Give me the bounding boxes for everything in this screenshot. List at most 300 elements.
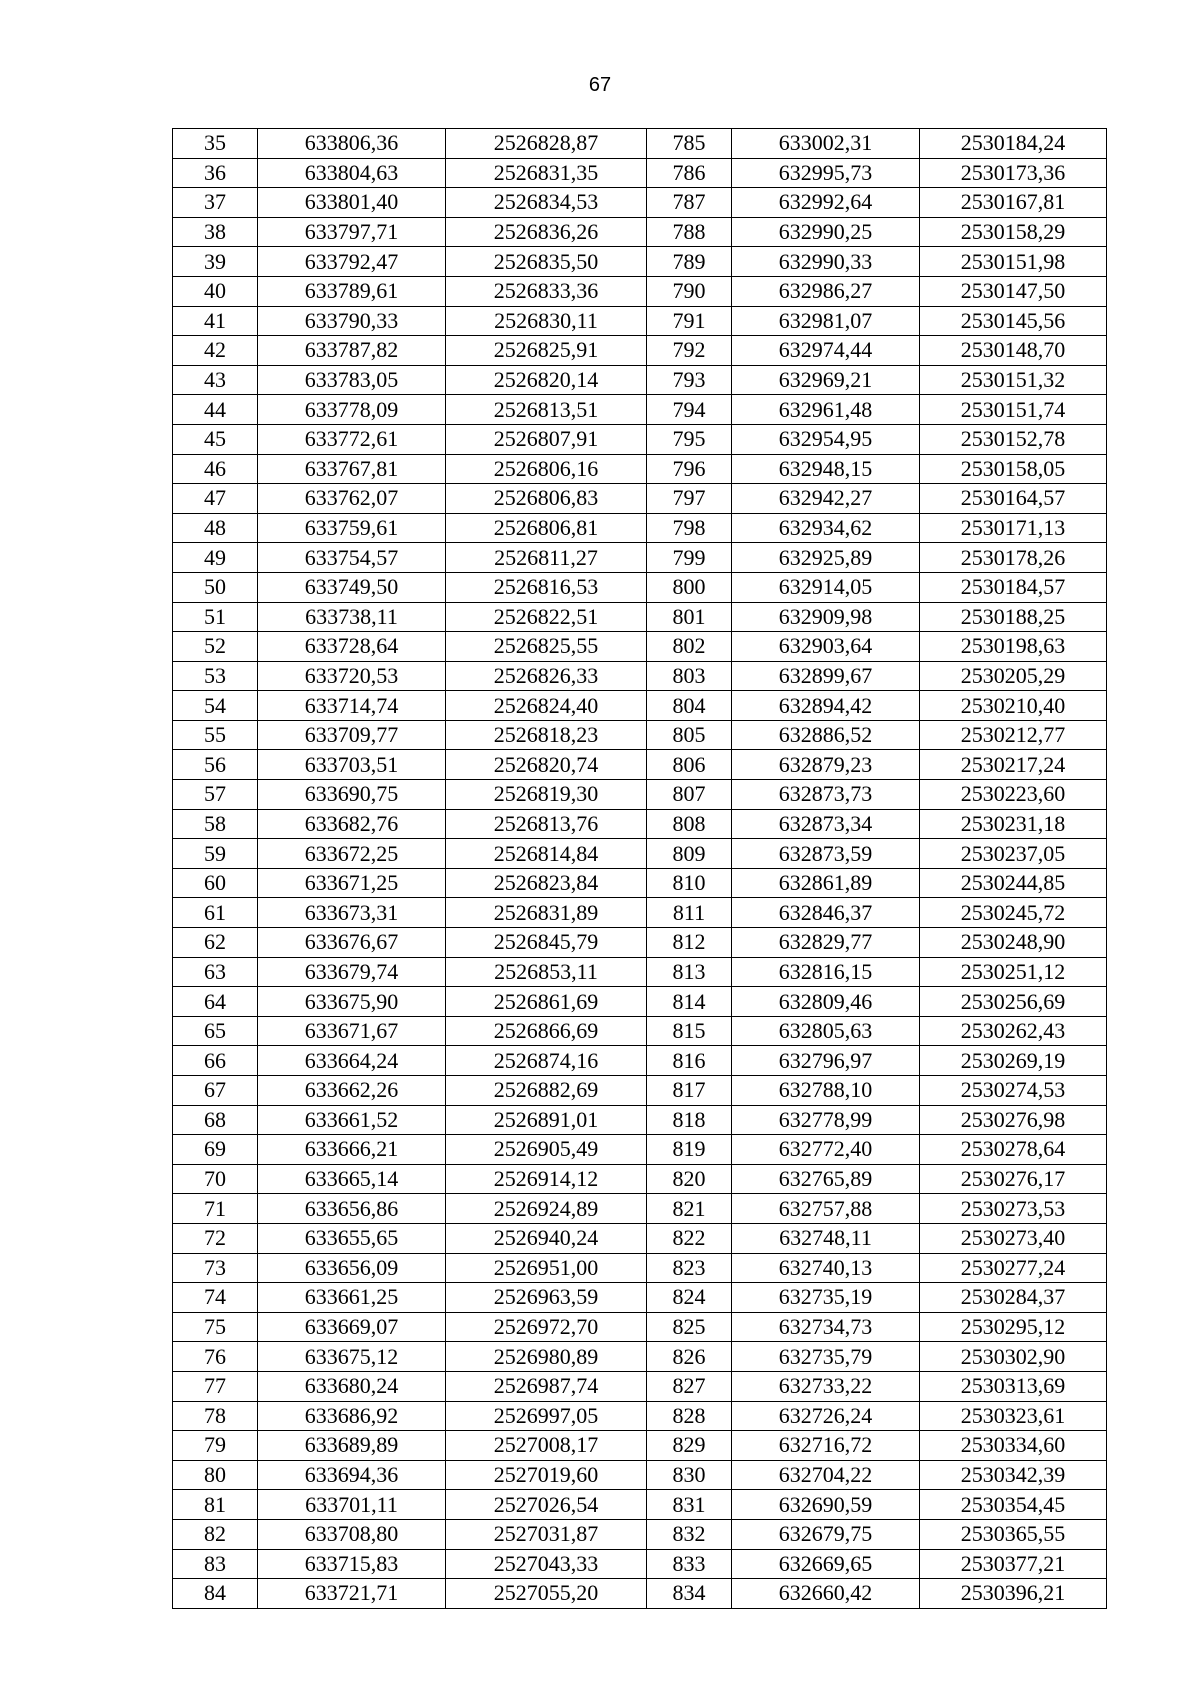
x-coordinate-left-cell: 633690,75 xyxy=(258,780,446,810)
point-number-left-cell: 81 xyxy=(173,1490,258,1520)
table-row xyxy=(173,484,1107,514)
x-coordinate-left-cell: 633721,71 xyxy=(258,1579,446,1609)
table-row xyxy=(173,1490,1107,1520)
point-number-right-cell: 795 xyxy=(647,424,732,454)
x-coordinate-left-cell: 633655,65 xyxy=(258,1223,446,1253)
point-number-right-cell: 794 xyxy=(647,395,732,425)
point-number-left-cell: 67 xyxy=(173,1076,258,1106)
point-number-right-cell: 825 xyxy=(647,1312,732,1342)
table-row xyxy=(173,1135,1107,1165)
y-coordinate-left-cell: 2526861,69 xyxy=(446,987,647,1017)
x-coordinate-right-cell: 632765,89 xyxy=(732,1164,920,1194)
table-row xyxy=(173,839,1107,869)
point-number-right-cell: 826 xyxy=(647,1342,732,1372)
point-number-right-cell: 799 xyxy=(647,543,732,573)
y-coordinate-left-cell: 2527043,33 xyxy=(446,1549,647,1579)
x-coordinate-right-cell: 632716,72 xyxy=(732,1431,920,1461)
point-number-left-cell: 40 xyxy=(173,276,258,306)
point-number-left-cell: 56 xyxy=(173,750,258,780)
x-coordinate-left-cell: 633728,64 xyxy=(258,632,446,662)
x-coordinate-left-cell: 633680,24 xyxy=(258,1371,446,1401)
table-row xyxy=(173,276,1107,306)
y-coordinate-right-cell: 2530273,40 xyxy=(920,1223,1107,1253)
x-coordinate-left-cell: 633682,76 xyxy=(258,809,446,839)
table-row xyxy=(173,1076,1107,1106)
y-coordinate-right-cell: 2530217,24 xyxy=(920,750,1107,780)
y-coordinate-left-cell: 2526940,24 xyxy=(446,1223,647,1253)
x-coordinate-left-cell: 633669,07 xyxy=(258,1312,446,1342)
point-number-left-cell: 35 xyxy=(173,129,258,159)
y-coordinate-left-cell: 2527008,17 xyxy=(446,1431,647,1461)
y-coordinate-right-cell: 2530152,78 xyxy=(920,424,1107,454)
point-number-right-cell: 831 xyxy=(647,1490,732,1520)
y-coordinate-left-cell: 2526813,76 xyxy=(446,809,647,839)
point-number-left-cell: 65 xyxy=(173,1016,258,1046)
point-number-right-cell: 804 xyxy=(647,691,732,721)
point-number-right-cell: 818 xyxy=(647,1105,732,1135)
table-row xyxy=(173,1046,1107,1076)
table-row xyxy=(173,1431,1107,1461)
x-coordinate-right-cell: 632809,46 xyxy=(732,987,920,1017)
point-number-right-cell: 786 xyxy=(647,158,732,188)
point-number-left-cell: 41 xyxy=(173,306,258,336)
x-coordinate-right-cell: 632961,48 xyxy=(732,395,920,425)
table-row xyxy=(173,306,1107,336)
point-number-right-cell: 827 xyxy=(647,1371,732,1401)
point-number-right-cell: 813 xyxy=(647,957,732,987)
point-number-right-cell: 811 xyxy=(647,898,732,928)
point-number-right-cell: 821 xyxy=(647,1194,732,1224)
x-coordinate-right-cell: 632986,27 xyxy=(732,276,920,306)
x-coordinate-left-cell: 633715,83 xyxy=(258,1549,446,1579)
point-number-right-cell: 833 xyxy=(647,1549,732,1579)
x-coordinate-left-cell: 633666,21 xyxy=(258,1135,446,1165)
point-number-left-cell: 55 xyxy=(173,720,258,750)
x-coordinate-right-cell: 632861,89 xyxy=(732,868,920,898)
y-coordinate-left-cell: 2526882,69 xyxy=(446,1076,647,1106)
page-number: 67 xyxy=(588,74,612,96)
x-coordinate-left-cell: 633790,33 xyxy=(258,306,446,336)
y-coordinate-right-cell: 2530158,29 xyxy=(920,217,1107,247)
x-coordinate-right-cell: 632995,73 xyxy=(732,158,920,188)
table-row xyxy=(173,750,1107,780)
x-coordinate-left-cell: 633679,74 xyxy=(258,957,446,987)
table-row xyxy=(173,1519,1107,1549)
x-coordinate-right-cell: 632990,33 xyxy=(732,247,920,277)
y-coordinate-right-cell: 2530251,12 xyxy=(920,957,1107,987)
table-row xyxy=(173,395,1107,425)
table-row xyxy=(173,1016,1107,1046)
x-coordinate-right-cell: 632788,10 xyxy=(732,1076,920,1106)
table-row xyxy=(173,987,1107,1017)
point-number-right-cell: 800 xyxy=(647,572,732,602)
point-number-left-cell: 64 xyxy=(173,987,258,1017)
point-number-left-cell: 78 xyxy=(173,1401,258,1431)
x-coordinate-right-cell: 632735,79 xyxy=(732,1342,920,1372)
x-coordinate-left-cell: 633676,67 xyxy=(258,928,446,958)
y-coordinate-left-cell: 2526819,30 xyxy=(446,780,647,810)
x-coordinate-left-cell: 633804,63 xyxy=(258,158,446,188)
point-number-right-cell: 807 xyxy=(647,780,732,810)
table-row xyxy=(173,1283,1107,1313)
x-coordinate-right-cell: 632734,73 xyxy=(732,1312,920,1342)
x-coordinate-left-cell: 633787,82 xyxy=(258,336,446,366)
point-number-left-cell: 71 xyxy=(173,1194,258,1224)
y-coordinate-left-cell: 2526963,59 xyxy=(446,1283,647,1313)
x-coordinate-right-cell: 632805,63 xyxy=(732,1016,920,1046)
y-coordinate-right-cell: 2530198,63 xyxy=(920,632,1107,662)
table-row xyxy=(173,543,1107,573)
x-coordinate-left-cell: 633662,26 xyxy=(258,1076,446,1106)
x-coordinate-left-cell: 633686,92 xyxy=(258,1401,446,1431)
table-row xyxy=(173,602,1107,632)
y-coordinate-right-cell: 2530158,05 xyxy=(920,454,1107,484)
y-coordinate-right-cell: 2530210,40 xyxy=(920,691,1107,721)
y-coordinate-right-cell: 2530184,57 xyxy=(920,572,1107,602)
point-number-left-cell: 63 xyxy=(173,957,258,987)
x-coordinate-right-cell: 632873,34 xyxy=(732,809,920,839)
point-number-left-cell: 77 xyxy=(173,1371,258,1401)
table-row xyxy=(173,661,1107,691)
x-coordinate-left-cell: 633689,89 xyxy=(258,1431,446,1461)
table-row xyxy=(173,1401,1107,1431)
y-coordinate-left-cell: 2526905,49 xyxy=(446,1135,647,1165)
point-number-left-cell: 57 xyxy=(173,780,258,810)
y-coordinate-left-cell: 2526831,89 xyxy=(446,898,647,928)
y-coordinate-right-cell: 2530277,24 xyxy=(920,1253,1107,1283)
y-coordinate-right-cell: 2530245,72 xyxy=(920,898,1107,928)
y-coordinate-right-cell: 2530302,90 xyxy=(920,1342,1107,1372)
point-number-right-cell: 812 xyxy=(647,928,732,958)
table-row xyxy=(173,129,1107,159)
y-coordinate-right-cell: 2530151,74 xyxy=(920,395,1107,425)
y-coordinate-left-cell: 2526845,79 xyxy=(446,928,647,958)
y-coordinate-right-cell: 2530244,85 xyxy=(920,868,1107,898)
x-coordinate-right-cell: 632757,88 xyxy=(732,1194,920,1224)
y-coordinate-right-cell: 2530342,39 xyxy=(920,1460,1107,1490)
point-number-left-cell: 44 xyxy=(173,395,258,425)
point-number-right-cell: 816 xyxy=(647,1046,732,1076)
y-coordinate-left-cell: 2526874,16 xyxy=(446,1046,647,1076)
table-row xyxy=(173,513,1107,543)
y-coordinate-right-cell: 2530148,70 xyxy=(920,336,1107,366)
point-number-left-cell: 49 xyxy=(173,543,258,573)
y-coordinate-right-cell: 2530147,50 xyxy=(920,276,1107,306)
x-coordinate-right-cell: 632679,75 xyxy=(732,1519,920,1549)
point-number-right-cell: 834 xyxy=(647,1579,732,1609)
table-row xyxy=(173,1579,1107,1609)
x-coordinate-left-cell: 633759,61 xyxy=(258,513,446,543)
y-coordinate-left-cell: 2526924,89 xyxy=(446,1194,647,1224)
y-coordinate-right-cell: 2530256,69 xyxy=(920,987,1107,1017)
x-coordinate-right-cell: 632873,73 xyxy=(732,780,920,810)
x-coordinate-left-cell: 633665,14 xyxy=(258,1164,446,1194)
x-coordinate-right-cell: 632772,40 xyxy=(732,1135,920,1165)
y-coordinate-left-cell: 2526972,70 xyxy=(446,1312,647,1342)
x-coordinate-right-cell: 632992,64 xyxy=(732,188,920,218)
point-number-right-cell: 822 xyxy=(647,1223,732,1253)
point-number-left-cell: 84 xyxy=(173,1579,258,1609)
x-coordinate-left-cell: 633661,52 xyxy=(258,1105,446,1135)
y-coordinate-left-cell: 2526951,00 xyxy=(446,1253,647,1283)
table-row xyxy=(173,1460,1107,1490)
y-coordinate-right-cell: 2530173,36 xyxy=(920,158,1107,188)
y-coordinate-right-cell: 2530396,21 xyxy=(920,1579,1107,1609)
y-coordinate-left-cell: 2526831,35 xyxy=(446,158,647,188)
table-row xyxy=(173,1105,1107,1135)
x-coordinate-right-cell: 632899,67 xyxy=(732,661,920,691)
x-coordinate-left-cell: 633671,25 xyxy=(258,868,446,898)
x-coordinate-left-cell: 633806,36 xyxy=(258,129,446,159)
point-number-left-cell: 70 xyxy=(173,1164,258,1194)
y-coordinate-left-cell: 2527031,87 xyxy=(446,1519,647,1549)
point-number-left-cell: 60 xyxy=(173,868,258,898)
point-number-right-cell: 823 xyxy=(647,1253,732,1283)
x-coordinate-left-cell: 633671,67 xyxy=(258,1016,446,1046)
point-number-right-cell: 809 xyxy=(647,839,732,869)
x-coordinate-left-cell: 633783,05 xyxy=(258,365,446,395)
y-coordinate-left-cell: 2526830,11 xyxy=(446,306,647,336)
point-number-right-cell: 829 xyxy=(647,1431,732,1461)
y-coordinate-left-cell: 2526820,14 xyxy=(446,365,647,395)
y-coordinate-left-cell: 2527055,20 xyxy=(446,1579,647,1609)
x-coordinate-left-cell: 633789,61 xyxy=(258,276,446,306)
y-coordinate-left-cell: 2526822,51 xyxy=(446,602,647,632)
y-coordinate-left-cell: 2526836,26 xyxy=(446,217,647,247)
y-coordinate-left-cell: 2526806,81 xyxy=(446,513,647,543)
point-number-left-cell: 61 xyxy=(173,898,258,928)
y-coordinate-right-cell: 2530365,55 xyxy=(920,1519,1107,1549)
point-number-left-cell: 51 xyxy=(173,602,258,632)
y-coordinate-right-cell: 2530323,61 xyxy=(920,1401,1107,1431)
x-coordinate-left-cell: 633664,24 xyxy=(258,1046,446,1076)
y-coordinate-left-cell: 2526987,74 xyxy=(446,1371,647,1401)
table-row xyxy=(173,809,1107,839)
x-coordinate-left-cell: 633656,86 xyxy=(258,1194,446,1224)
point-number-right-cell: 820 xyxy=(647,1164,732,1194)
x-coordinate-right-cell: 632879,23 xyxy=(732,750,920,780)
x-coordinate-left-cell: 633661,25 xyxy=(258,1283,446,1313)
y-coordinate-left-cell: 2526828,87 xyxy=(446,129,647,159)
y-coordinate-left-cell: 2526823,84 xyxy=(446,868,647,898)
point-number-left-cell: 73 xyxy=(173,1253,258,1283)
y-coordinate-right-cell: 2530248,90 xyxy=(920,928,1107,958)
x-coordinate-left-cell: 633672,25 xyxy=(258,839,446,869)
y-coordinate-right-cell: 2530188,25 xyxy=(920,602,1107,632)
point-number-right-cell: 788 xyxy=(647,217,732,247)
x-coordinate-right-cell: 633002,31 xyxy=(732,129,920,159)
y-coordinate-right-cell: 2530278,64 xyxy=(920,1135,1107,1165)
x-coordinate-right-cell: 632914,05 xyxy=(732,572,920,602)
y-coordinate-right-cell: 2530184,24 xyxy=(920,129,1107,159)
point-number-right-cell: 785 xyxy=(647,129,732,159)
y-coordinate-right-cell: 2530223,60 xyxy=(920,780,1107,810)
x-coordinate-left-cell: 633675,12 xyxy=(258,1342,446,1372)
y-coordinate-left-cell: 2526835,50 xyxy=(446,247,647,277)
table-row xyxy=(173,1223,1107,1253)
x-coordinate-right-cell: 632942,27 xyxy=(732,484,920,514)
point-number-left-cell: 43 xyxy=(173,365,258,395)
point-number-left-cell: 38 xyxy=(173,217,258,247)
table-row xyxy=(173,720,1107,750)
y-coordinate-right-cell: 2530205,29 xyxy=(920,661,1107,691)
table-row xyxy=(173,898,1107,928)
y-coordinate-right-cell: 2530313,69 xyxy=(920,1371,1107,1401)
x-coordinate-right-cell: 632954,95 xyxy=(732,424,920,454)
table-row xyxy=(173,957,1107,987)
point-number-right-cell: 789 xyxy=(647,247,732,277)
x-coordinate-right-cell: 632816,15 xyxy=(732,957,920,987)
point-number-right-cell: 792 xyxy=(647,336,732,366)
table-row xyxy=(173,1549,1107,1579)
coordinates-table-body xyxy=(173,129,1107,1609)
table-row xyxy=(173,1371,1107,1401)
point-number-left-cell: 79 xyxy=(173,1431,258,1461)
y-coordinate-left-cell: 2526997,05 xyxy=(446,1401,647,1431)
x-coordinate-right-cell: 632726,24 xyxy=(732,1401,920,1431)
y-coordinate-left-cell: 2526811,27 xyxy=(446,543,647,573)
x-coordinate-left-cell: 633673,31 xyxy=(258,898,446,928)
y-coordinate-right-cell: 2530269,19 xyxy=(920,1046,1107,1076)
point-number-left-cell: 48 xyxy=(173,513,258,543)
y-coordinate-right-cell: 2530145,56 xyxy=(920,306,1107,336)
point-number-right-cell: 815 xyxy=(647,1016,732,1046)
x-coordinate-right-cell: 632909,98 xyxy=(732,602,920,632)
point-number-left-cell: 42 xyxy=(173,336,258,366)
x-coordinate-right-cell: 632990,25 xyxy=(732,217,920,247)
y-coordinate-left-cell: 2526813,51 xyxy=(446,395,647,425)
point-number-right-cell: 802 xyxy=(647,632,732,662)
point-number-right-cell: 798 xyxy=(647,513,732,543)
table-row xyxy=(173,1164,1107,1194)
point-number-right-cell: 828 xyxy=(647,1401,732,1431)
x-coordinate-left-cell: 633778,09 xyxy=(258,395,446,425)
y-coordinate-right-cell: 2530276,17 xyxy=(920,1164,1107,1194)
point-number-left-cell: 50 xyxy=(173,572,258,602)
x-coordinate-left-cell: 633767,81 xyxy=(258,454,446,484)
point-number-left-cell: 76 xyxy=(173,1342,258,1372)
x-coordinate-right-cell: 632903,64 xyxy=(732,632,920,662)
point-number-left-cell: 37 xyxy=(173,188,258,218)
point-number-right-cell: 797 xyxy=(647,484,732,514)
y-coordinate-right-cell: 2530178,26 xyxy=(920,543,1107,573)
y-coordinate-right-cell: 2530354,45 xyxy=(920,1490,1107,1520)
x-coordinate-right-cell: 632934,62 xyxy=(732,513,920,543)
x-coordinate-left-cell: 633754,57 xyxy=(258,543,446,573)
point-number-left-cell: 80 xyxy=(173,1460,258,1490)
x-coordinate-left-cell: 633675,90 xyxy=(258,987,446,1017)
x-coordinate-right-cell: 632669,65 xyxy=(732,1549,920,1579)
x-coordinate-left-cell: 633792,47 xyxy=(258,247,446,277)
x-coordinate-left-cell: 633801,40 xyxy=(258,188,446,218)
y-coordinate-right-cell: 2530273,53 xyxy=(920,1194,1107,1224)
y-coordinate-left-cell: 2526825,55 xyxy=(446,632,647,662)
x-coordinate-right-cell: 632733,22 xyxy=(732,1371,920,1401)
table-row xyxy=(173,217,1107,247)
table-row xyxy=(173,247,1107,277)
x-coordinate-right-cell: 632748,11 xyxy=(732,1223,920,1253)
point-number-left-cell: 82 xyxy=(173,1519,258,1549)
point-number-left-cell: 66 xyxy=(173,1046,258,1076)
point-number-right-cell: 787 xyxy=(647,188,732,218)
table-row xyxy=(173,780,1107,810)
x-coordinate-left-cell: 633701,11 xyxy=(258,1490,446,1520)
point-number-right-cell: 803 xyxy=(647,661,732,691)
x-coordinate-left-cell: 633720,53 xyxy=(258,661,446,691)
x-coordinate-right-cell: 632660,42 xyxy=(732,1579,920,1609)
y-coordinate-right-cell: 2530171,13 xyxy=(920,513,1107,543)
table-row xyxy=(173,1342,1107,1372)
y-coordinate-left-cell: 2526833,36 xyxy=(446,276,647,306)
point-number-right-cell: 808 xyxy=(647,809,732,839)
y-coordinate-right-cell: 2530295,12 xyxy=(920,1312,1107,1342)
x-coordinate-right-cell: 632873,59 xyxy=(732,839,920,869)
y-coordinate-left-cell: 2526806,83 xyxy=(446,484,647,514)
x-coordinate-right-cell: 632690,59 xyxy=(732,1490,920,1520)
point-number-right-cell: 791 xyxy=(647,306,732,336)
point-number-left-cell: 58 xyxy=(173,809,258,839)
y-coordinate-left-cell: 2526834,53 xyxy=(446,188,647,218)
y-coordinate-right-cell: 2530167,81 xyxy=(920,188,1107,218)
point-number-right-cell: 819 xyxy=(647,1135,732,1165)
x-coordinate-left-cell: 633714,74 xyxy=(258,691,446,721)
table-row xyxy=(173,572,1107,602)
y-coordinate-left-cell: 2526824,40 xyxy=(446,691,647,721)
table-row xyxy=(173,1194,1107,1224)
y-coordinate-left-cell: 2526826,33 xyxy=(446,661,647,691)
y-coordinate-right-cell: 2530274,53 xyxy=(920,1076,1107,1106)
y-coordinate-left-cell: 2526866,69 xyxy=(446,1016,647,1046)
x-coordinate-left-cell: 633762,07 xyxy=(258,484,446,514)
y-coordinate-left-cell: 2526891,01 xyxy=(446,1105,647,1135)
point-number-right-cell: 793 xyxy=(647,365,732,395)
x-coordinate-left-cell: 633703,51 xyxy=(258,750,446,780)
y-coordinate-left-cell: 2526820,74 xyxy=(446,750,647,780)
point-number-left-cell: 45 xyxy=(173,424,258,454)
x-coordinate-right-cell: 632846,37 xyxy=(732,898,920,928)
x-coordinate-right-cell: 632948,15 xyxy=(732,454,920,484)
x-coordinate-right-cell: 632894,42 xyxy=(732,691,920,721)
y-coordinate-left-cell: 2527026,54 xyxy=(446,1490,647,1520)
y-coordinate-left-cell: 2526816,53 xyxy=(446,572,647,602)
x-coordinate-right-cell: 632778,99 xyxy=(732,1105,920,1135)
point-number-right-cell: 830 xyxy=(647,1460,732,1490)
point-number-left-cell: 47 xyxy=(173,484,258,514)
x-coordinate-left-cell: 633797,71 xyxy=(258,217,446,247)
y-coordinate-right-cell: 2530377,21 xyxy=(920,1549,1107,1579)
point-number-right-cell: 817 xyxy=(647,1076,732,1106)
x-coordinate-right-cell: 632704,22 xyxy=(732,1460,920,1490)
table-row xyxy=(173,336,1107,366)
y-coordinate-left-cell: 2526814,84 xyxy=(446,839,647,869)
y-coordinate-left-cell: 2526914,12 xyxy=(446,1164,647,1194)
y-coordinate-right-cell: 2530164,57 xyxy=(920,484,1107,514)
y-coordinate-right-cell: 2530231,18 xyxy=(920,809,1107,839)
table-row xyxy=(173,632,1107,662)
point-number-left-cell: 52 xyxy=(173,632,258,662)
table-row xyxy=(173,158,1107,188)
x-coordinate-left-cell: 633772,61 xyxy=(258,424,446,454)
point-number-left-cell: 46 xyxy=(173,454,258,484)
point-number-right-cell: 814 xyxy=(647,987,732,1017)
y-coordinate-left-cell: 2526980,89 xyxy=(446,1342,647,1372)
x-coordinate-left-cell: 633708,80 xyxy=(258,1519,446,1549)
point-number-right-cell: 824 xyxy=(647,1283,732,1313)
point-number-left-cell: 68 xyxy=(173,1105,258,1135)
y-coordinate-left-cell: 2527019,60 xyxy=(446,1460,647,1490)
x-coordinate-right-cell: 632796,97 xyxy=(732,1046,920,1076)
y-coordinate-left-cell: 2526825,91 xyxy=(446,336,647,366)
